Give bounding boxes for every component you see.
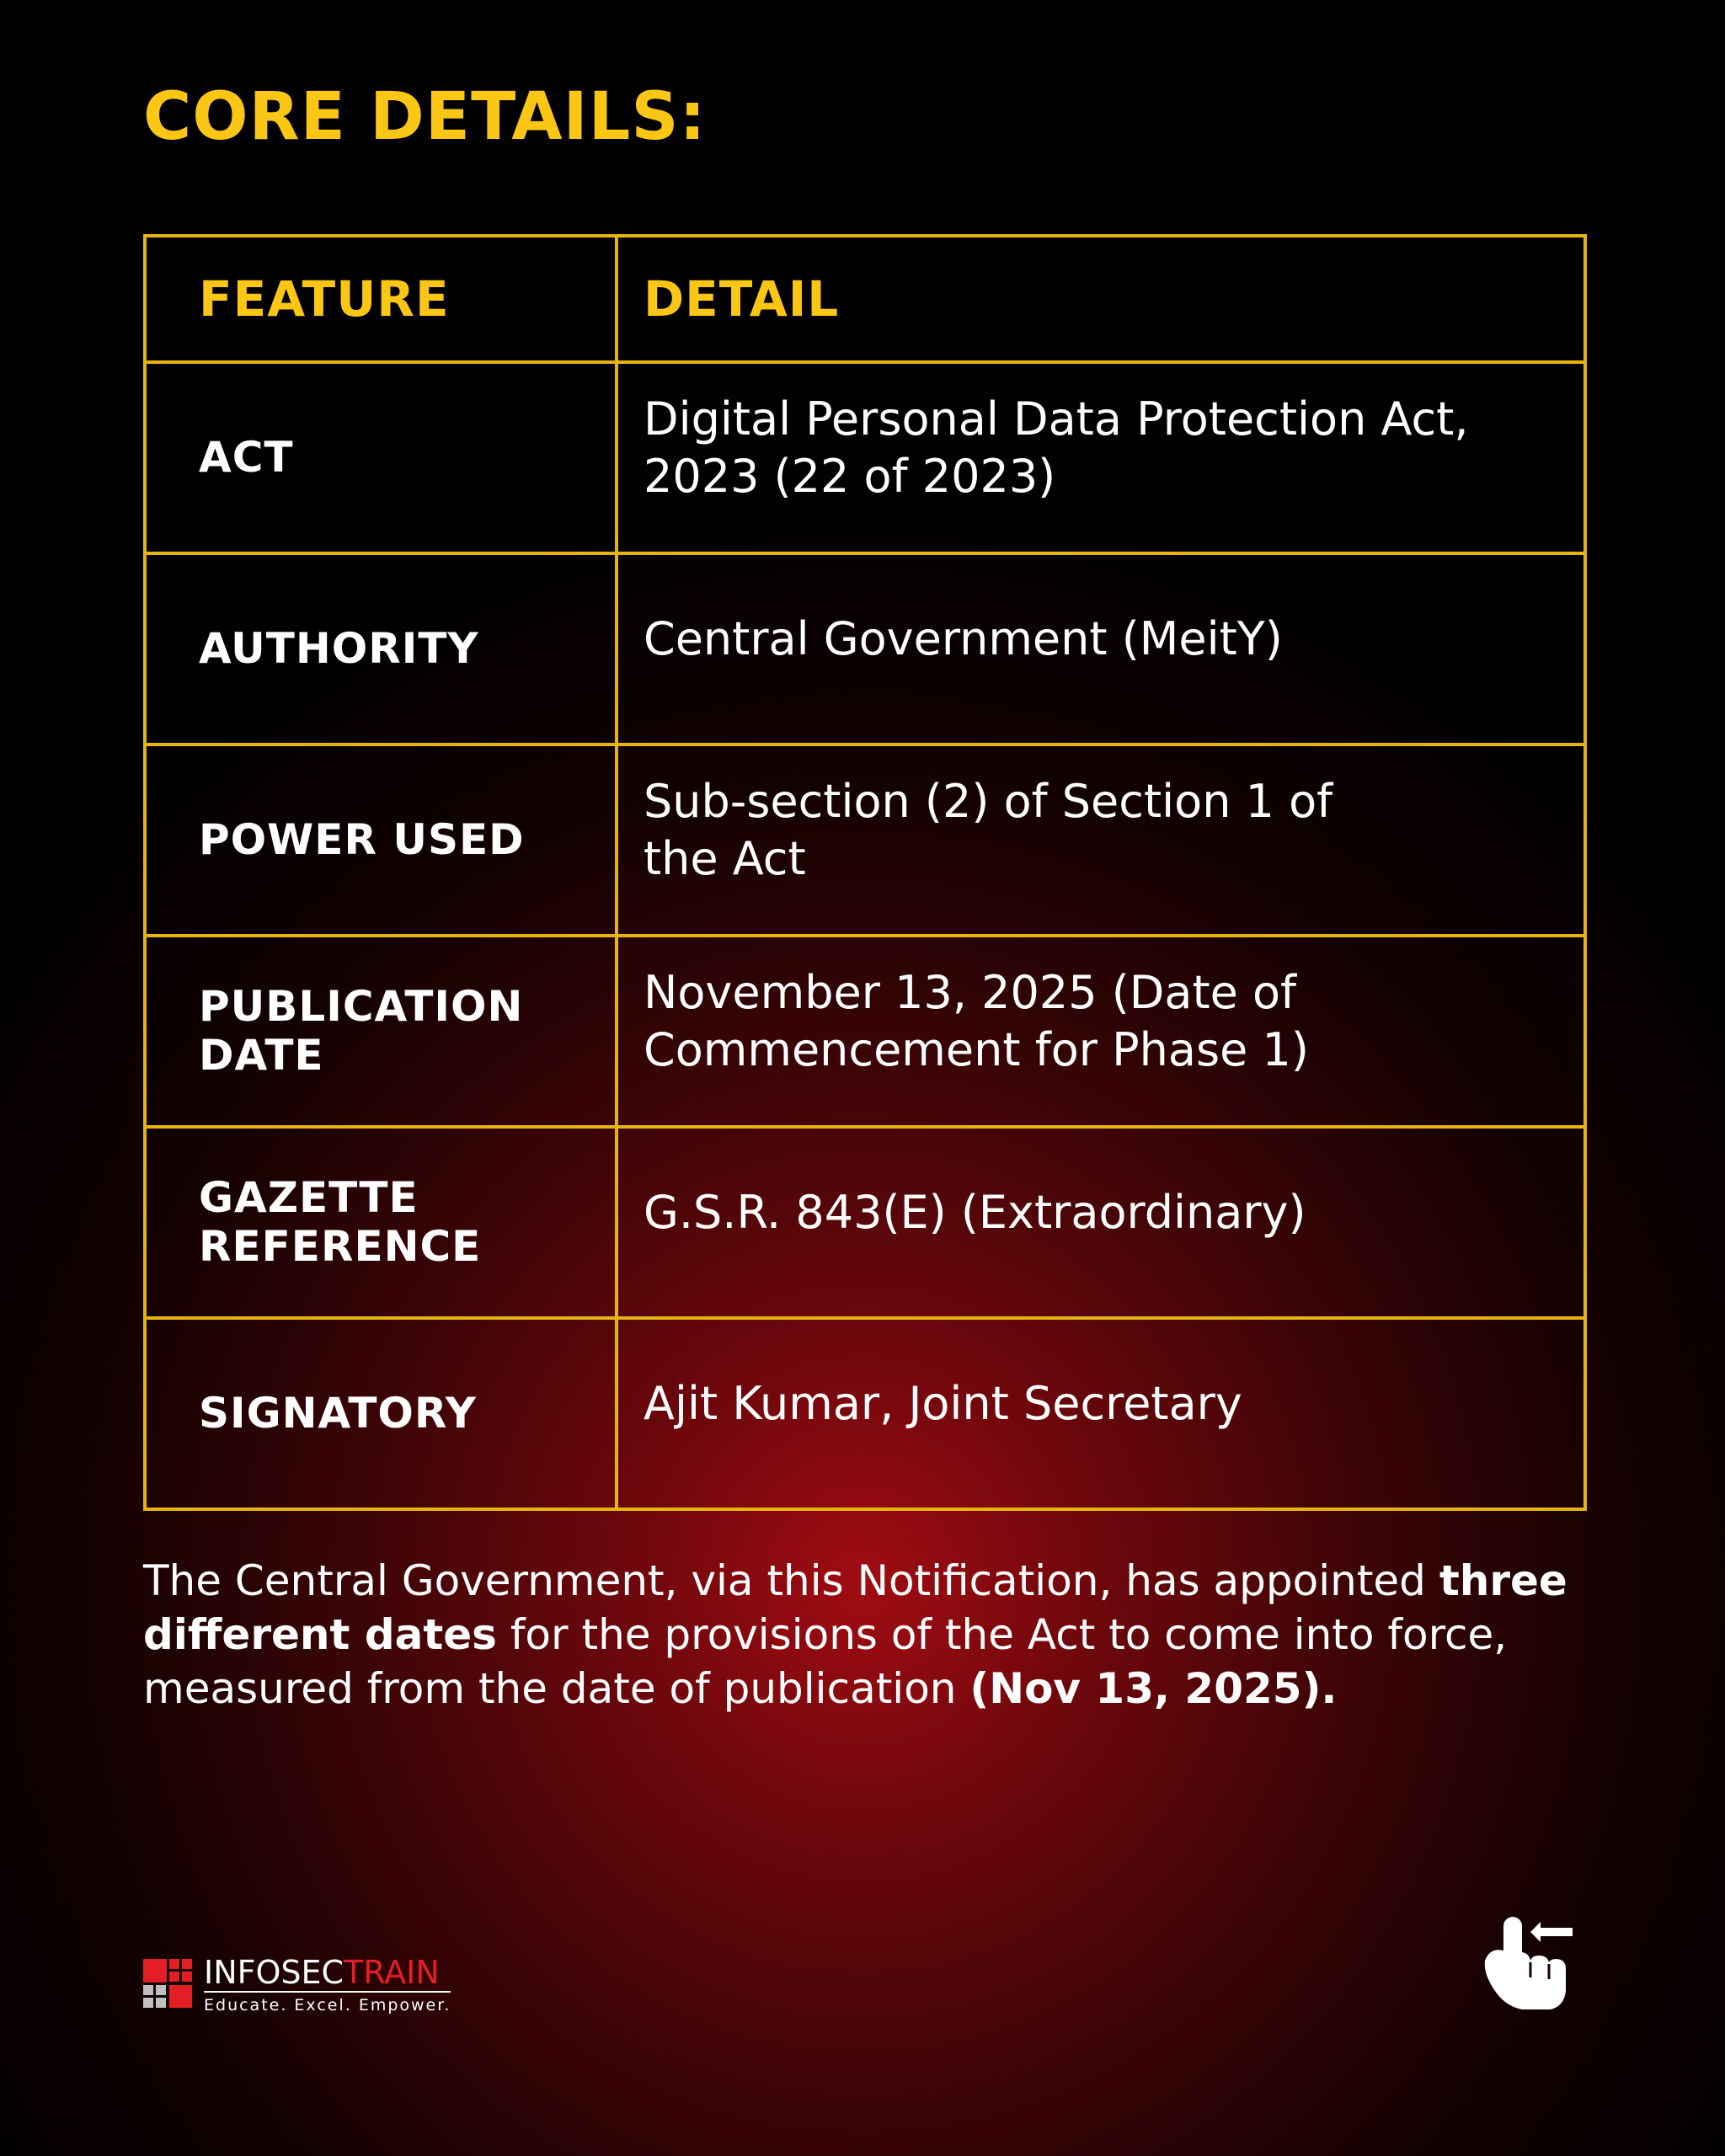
hand-swipe-icon-svg: [1478, 1910, 1583, 2015]
detail-column-header: DETAIL: [617, 236, 1585, 362]
detail-text: Central Government (MeitY): [644, 611, 1283, 665]
brand-name-white: INFOSEC: [204, 1954, 344, 1991]
table-row: [145, 1127, 1585, 1318]
detail-text: Digital Personal Data Protection Act, 2023 (22 of 2023): [644, 392, 1469, 503]
page-title: CORE DETAILS:: [143, 79, 707, 155]
summary-text-part1: The Central Government, via this Notification, has appointed: [143, 1556, 1439, 1605]
detail-text: Ajit Kumar, Joint Secretary: [644, 1376, 1242, 1430]
detail-text: November 13, 2025 (Date of Commencement for Phase 1): [644, 966, 1309, 1076]
detail-cell: [617, 1127, 1585, 1318]
logo-grid-icon: [143, 1959, 192, 2008]
detail-cell: [617, 744, 1585, 936]
feature-cell: POWER USED: [145, 744, 617, 936]
feature-column-header: FEATURE: [145, 236, 617, 362]
feature-cell: PUBLICATION DATE: [145, 936, 617, 1127]
detail-text: G.S.R. 843(E) (Extraordinary): [644, 1185, 1306, 1239]
table-row: [145, 744, 1585, 936]
brand-tagline: Educate. Excel. Empower.: [204, 1996, 451, 2015]
detail-text: Sub-section (2) of Section 1 of the Act: [644, 775, 1333, 885]
feature-cell: ACT: [145, 362, 617, 553]
table-row: [145, 553, 1585, 744]
infosectrain-logo: [143, 1956, 451, 2015]
table-row: [145, 936, 1585, 1127]
summary-highlight-publication: (Nov 13, 2025).: [969, 1664, 1338, 1713]
detail-cell: [617, 362, 1585, 553]
table-row: [145, 362, 1585, 553]
feature-cell: GAZETTE REFERENCE: [145, 1127, 617, 1318]
table-row: [145, 1318, 1585, 1509]
detail-cell: [617, 553, 1585, 744]
table-header-row: [145, 236, 1585, 362]
summary-text-part2: for the provisions of the Act to come into force, measured from the date of publication: [143, 1610, 1508, 1713]
feature-cell: SIGNATORY: [145, 1318, 617, 1509]
summary-highlight-dates: three different dates: [143, 1556, 1567, 1659]
brand-name: [204, 1956, 451, 1993]
brand-name-red: TRAIN: [344, 1954, 440, 1991]
feature-cell: AUTHORITY: [145, 553, 617, 744]
detail-cell: [617, 936, 1585, 1127]
detail-cell: [617, 1318, 1585, 1509]
hand-swipe-icon: [1478, 1910, 1583, 2015]
core-details-table: [143, 234, 1587, 1511]
summary-paragraph: [143, 1554, 1609, 1716]
